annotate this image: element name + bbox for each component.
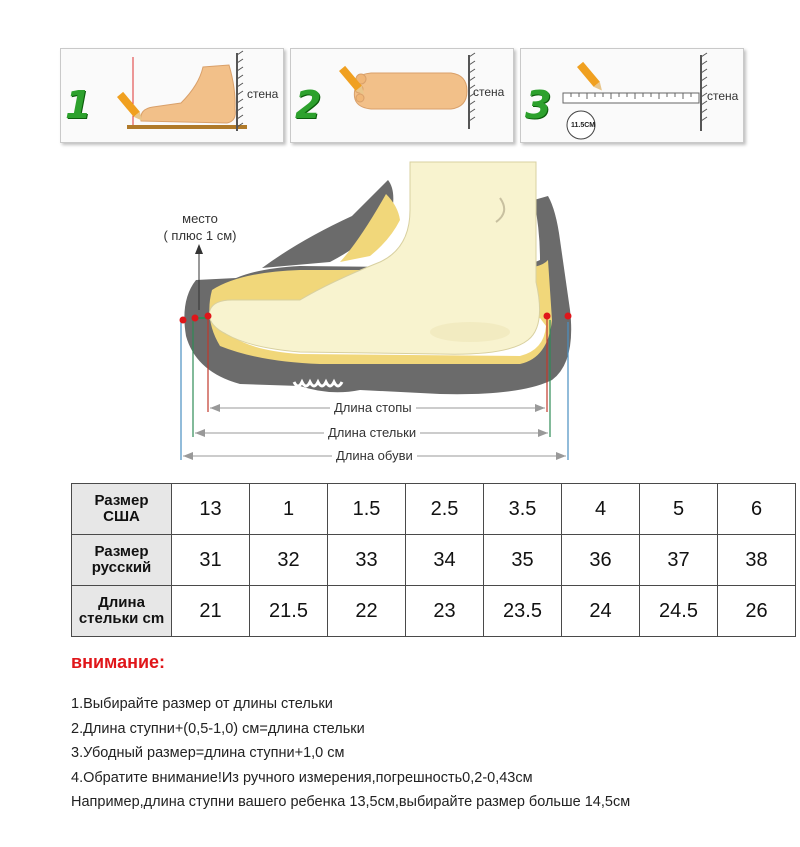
table-cell: 33: [328, 535, 406, 586]
place-label-line2: ( плюс 1 см): [163, 228, 237, 243]
measuring-steps: [60, 48, 742, 143]
table-cell: 6: [718, 484, 796, 535]
step-3-measure-label: 11.5CM: [571, 122, 596, 129]
foot-length-label: Длина стопы: [330, 400, 416, 415]
table-row-us-size: [72, 484, 796, 535]
note-item: Например,длина ступни вашего ребенка 13,5cм,выбирайте размер больше 14,5cм: [71, 794, 631, 810]
table-cell: 21.5: [250, 586, 328, 637]
note-item: 4.Обратите внимание!Из ручного измерения,погрешность0,2-0,43см: [71, 769, 533, 786]
row-header-us: Размер США: [72, 484, 172, 535]
size-table: [71, 483, 796, 637]
table-cell: 22: [328, 586, 406, 637]
place-label-line1: место: [182, 211, 218, 226]
note-item: 2.Длина ступни+(0,5-1,0) см=длина стельки: [71, 720, 365, 737]
table-row-ru-size: [72, 535, 796, 586]
insole-length-label: Длина стельки: [324, 425, 420, 440]
table-cell: 38: [718, 535, 796, 586]
row-header-insole: Длина стельки cm: [72, 586, 172, 637]
place-label: [150, 210, 250, 244]
table-cell: 1: [250, 484, 328, 535]
step-1-wall-label: стена: [247, 87, 279, 101]
table-cell: 21: [172, 586, 250, 637]
table-cell: 23.5: [484, 586, 562, 637]
table-cell: 2.5: [406, 484, 484, 535]
table-cell: 36: [562, 535, 640, 586]
table-cell: 1.5: [328, 484, 406, 535]
step-1-panel: [60, 48, 284, 143]
note-item: 1.Выбирайте размер от длины стельки: [71, 696, 333, 712]
step-2-panel: [290, 48, 514, 143]
row-header-ru: Размер русский: [72, 535, 172, 586]
step-1-number: 1: [65, 83, 92, 127]
table-cell: 31: [172, 535, 250, 586]
table-cell: 35: [484, 535, 562, 586]
table-cell: 23: [406, 586, 484, 637]
attention-title: внимание:: [71, 652, 166, 672]
table-cell: 24: [562, 586, 640, 637]
table-cell: 24.5: [640, 586, 718, 637]
table-cell: 26: [718, 586, 796, 637]
step-3-number: 3: [525, 83, 552, 127]
note-item: 3.Убодный размер=длина ступни+1,0 см: [71, 745, 345, 761]
shoe-length-label: Длина обуви: [332, 448, 417, 463]
step-2-wall-label: стена: [473, 85, 505, 99]
table-cell: 13: [172, 484, 250, 535]
step-3-panel: [520, 48, 744, 143]
table-cell: 32: [250, 535, 328, 586]
table-cell: 5: [640, 484, 718, 535]
table-row-insole-length: [72, 586, 796, 637]
step-3-wall-label: стена: [707, 89, 739, 103]
notes-list: [71, 694, 630, 817]
table-cell: 4: [562, 484, 640, 535]
table-cell: 34: [406, 535, 484, 586]
shoe-diagram: [0, 150, 800, 480]
table-cell: 3.5: [484, 484, 562, 535]
table-cell: 37: [640, 535, 718, 586]
step-2-number: 2: [295, 83, 322, 127]
